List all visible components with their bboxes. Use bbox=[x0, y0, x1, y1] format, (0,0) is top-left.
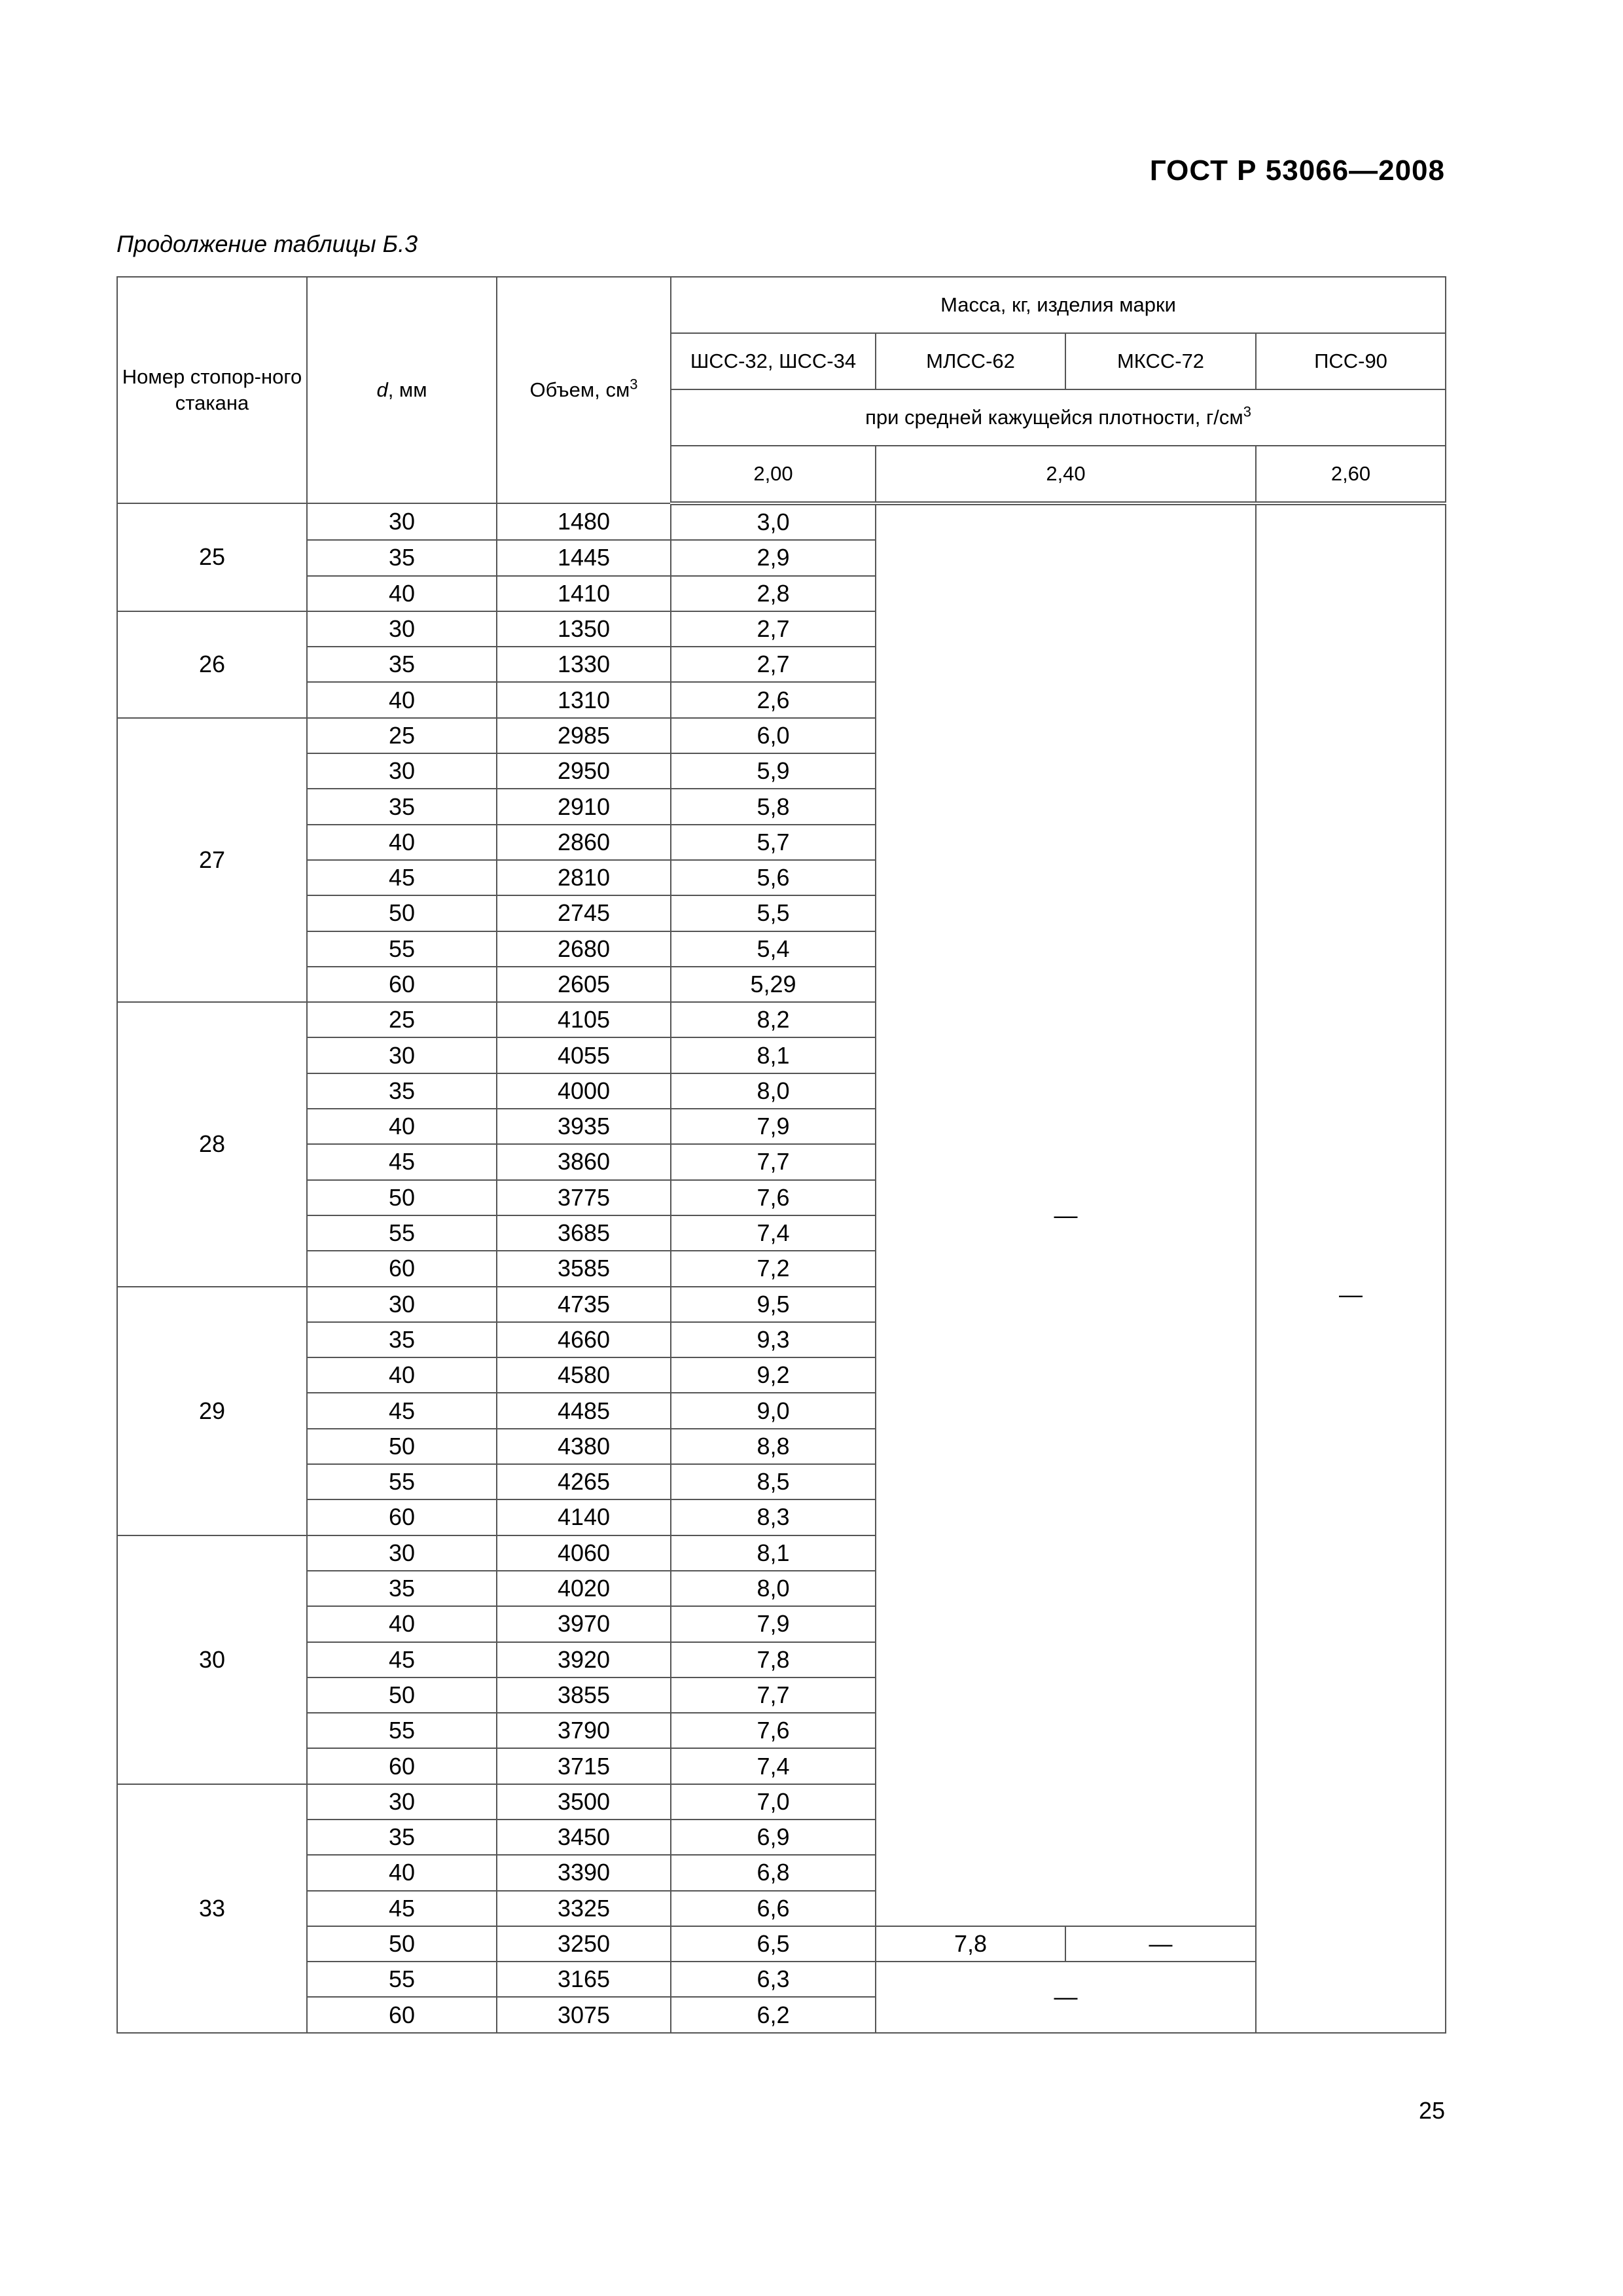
header-grade-mlss: МЛСС-62 bbox=[876, 333, 1065, 389]
volume-cell: 1310 bbox=[497, 682, 671, 717]
mass-shss-cell: 7,2 bbox=[671, 1251, 876, 1286]
d-cell: 55 bbox=[307, 1464, 497, 1499]
mass-shss-cell: 9,5 bbox=[671, 1287, 876, 1322]
volume-cell: 3390 bbox=[497, 1855, 671, 1890]
mass-shss-cell: 7,0 bbox=[671, 1784, 876, 1820]
volume-cell: 3920 bbox=[497, 1642, 671, 1677]
mass-shss-cell: 6,8 bbox=[671, 1855, 876, 1890]
header-volume: Объем, $см^3$ bbox=[497, 277, 671, 503]
mass-shss-cell: 7,4 bbox=[671, 1748, 876, 1784]
d-cell: 35 bbox=[307, 1322, 497, 1357]
d-cell: 50 bbox=[307, 1677, 497, 1713]
d-cell: 45 bbox=[307, 1891, 497, 1926]
volume-cell: 3775 bbox=[497, 1180, 671, 1215]
volume-cell: 3855 bbox=[497, 1677, 671, 1713]
mass-shss-cell: 7,6 bbox=[671, 1713, 876, 1748]
d-cell: 35 bbox=[307, 647, 497, 682]
volume-cell: 3715 bbox=[497, 1748, 671, 1784]
mass-shss-cell: 7,7 bbox=[671, 1144, 876, 1179]
d-cell: 45 bbox=[307, 1642, 497, 1677]
volume-cell: 4055 bbox=[497, 1037, 671, 1073]
volume-cell: 4380 bbox=[497, 1429, 671, 1464]
d-cell: 30 bbox=[307, 611, 497, 647]
data-table bbox=[116, 276, 1446, 2034]
volume-cell: 3165 bbox=[497, 1962, 671, 1997]
stopper-number-cell: 27 bbox=[117, 718, 307, 1002]
mass-mkss-cell: — bbox=[1065, 1926, 1256, 1962]
header-grade-pss: ПСС-90 bbox=[1256, 333, 1446, 389]
volume-cell: 4140 bbox=[497, 1499, 671, 1535]
mass-shss-cell: 6,6 bbox=[671, 1891, 876, 1926]
header-d: d, мм bbox=[307, 277, 497, 503]
table-caption: Продолжение таблицы Б.3 bbox=[116, 230, 418, 257]
stopper-number-cell: 30 bbox=[117, 1535, 307, 1784]
volume-cell: 1445 bbox=[497, 540, 671, 575]
volume-cell: 3860 bbox=[497, 1144, 671, 1179]
d-cell: 50 bbox=[307, 1926, 497, 1962]
volume-cell: 3790 bbox=[497, 1713, 671, 1748]
d-cell: 35 bbox=[307, 540, 497, 575]
mass-shss-cell: 6,5 bbox=[671, 1926, 876, 1962]
d-cell: 35 bbox=[307, 1820, 497, 1855]
stopper-number-cell: 33 bbox=[117, 1784, 307, 2033]
volume-cell: 3685 bbox=[497, 1215, 671, 1251]
d-cell: 40 bbox=[307, 1357, 497, 1393]
volume-cell: 2985 bbox=[497, 718, 671, 753]
mass-shss-cell: 5,9 bbox=[671, 753, 876, 789]
d-cell: 60 bbox=[307, 1997, 497, 2032]
mass-shss-cell: 7,8 bbox=[671, 1642, 876, 1677]
d-cell: 40 bbox=[307, 825, 497, 860]
mass-shss-cell: 8,1 bbox=[671, 1037, 876, 1073]
volume-cell: 4000 bbox=[497, 1073, 671, 1109]
d-cell: 40 bbox=[307, 682, 497, 717]
mass-shss-cell: 5,6 bbox=[671, 860, 876, 895]
mass-shss-cell: 8,5 bbox=[671, 1464, 876, 1499]
mass-shss-cell: 6,9 bbox=[671, 1820, 876, 1855]
volume-cell: 4265 bbox=[497, 1464, 671, 1499]
table-body bbox=[117, 503, 1446, 2033]
mass-shss-cell: 6,3 bbox=[671, 1962, 876, 1997]
mass-shss-cell: 6,2 bbox=[671, 1997, 876, 2032]
mass-shss-cell: 5,29 bbox=[671, 967, 876, 1002]
volume-cell: 1480 bbox=[497, 503, 671, 540]
mass-shss-cell: 7,7 bbox=[671, 1677, 876, 1713]
header-density-260: 2,60 bbox=[1256, 446, 1446, 503]
mass-shss-cell: 7,9 bbox=[671, 1109, 876, 1144]
d-cell: 50 bbox=[307, 1429, 497, 1464]
volume-cell: 2950 bbox=[497, 753, 671, 789]
mass-shss-cell: 7,9 bbox=[671, 1606, 876, 1641]
d-cell: 55 bbox=[307, 1962, 497, 1997]
table-row bbox=[117, 503, 1446, 540]
header-grade-shss: ШСС-32, ШСС-34 bbox=[671, 333, 876, 389]
volume-cell: 4580 bbox=[497, 1357, 671, 1393]
stopper-number-cell: 26 bbox=[117, 611, 307, 718]
d-cell: 25 bbox=[307, 718, 497, 753]
d-cell: 50 bbox=[307, 895, 497, 931]
header-density-label: при средней кажущейся плотности, $г/см^3$ bbox=[671, 389, 1446, 446]
mass-shss-cell: 8,3 bbox=[671, 1499, 876, 1535]
volume-cell: 3250 bbox=[497, 1926, 671, 1962]
header-stopper-number: Номер стопор-ного стакана bbox=[117, 277, 307, 503]
volume-cell: 1350 bbox=[497, 611, 671, 647]
d-cell: 30 bbox=[307, 753, 497, 789]
volume-cell: 2810 bbox=[497, 860, 671, 895]
d-cell: 60 bbox=[307, 1251, 497, 1286]
d-cell: 35 bbox=[307, 1073, 497, 1109]
volume-cell: 3585 bbox=[497, 1251, 671, 1286]
d-cell: 30 bbox=[307, 503, 497, 540]
mass-shss-cell: 9,0 bbox=[671, 1393, 876, 1428]
volume-cell: 2745 bbox=[497, 895, 671, 931]
header-density-200: 2,00 bbox=[671, 446, 876, 503]
mass-shss-cell: 2,9 bbox=[671, 540, 876, 575]
mass-shss-cell: 9,3 bbox=[671, 1322, 876, 1357]
d-cell: 40 bbox=[307, 1109, 497, 1144]
mass-shss-cell: 8,0 bbox=[671, 1073, 876, 1109]
d-cell: 35 bbox=[307, 1571, 497, 1606]
mass-mlss-cell: 7,8 bbox=[876, 1926, 1065, 1962]
volume-cell: 2860 bbox=[497, 825, 671, 860]
mass-shss-cell: 7,6 bbox=[671, 1180, 876, 1215]
volume-cell: 4735 bbox=[497, 1287, 671, 1322]
d-cell: 30 bbox=[307, 1287, 497, 1322]
stopper-number-cell: 29 bbox=[117, 1287, 307, 1535]
volume-cell: 3325 bbox=[497, 1891, 671, 1926]
table-row bbox=[117, 1926, 1446, 1962]
volume-cell: 4060 bbox=[497, 1535, 671, 1571]
d-cell: 30 bbox=[307, 1535, 497, 1571]
d-cell: 50 bbox=[307, 1180, 497, 1215]
d-cell: 25 bbox=[307, 1002, 497, 1037]
page-number: 25 bbox=[1418, 2097, 1445, 2124]
d-cell: 30 bbox=[307, 1784, 497, 1820]
volume-cell: 3500 bbox=[497, 1784, 671, 1820]
mass-shss-cell: 2,7 bbox=[671, 611, 876, 647]
d-cell: 35 bbox=[307, 789, 497, 824]
document-code: ГОСТ Р 53066—2008 bbox=[1149, 154, 1445, 187]
d-cell: 60 bbox=[307, 1748, 497, 1784]
table-row bbox=[117, 1962, 1446, 1997]
volume-cell: 2605 bbox=[497, 967, 671, 1002]
volume-cell: 4660 bbox=[497, 1322, 671, 1357]
volume-cell: 3935 bbox=[497, 1109, 671, 1144]
d-cell: 55 bbox=[307, 931, 497, 967]
mass-shss-cell: 2,6 bbox=[671, 682, 876, 717]
mass-shss-cell: 9,2 bbox=[671, 1357, 876, 1393]
stopper-number-cell: 25 bbox=[117, 503, 307, 611]
d-cell: 45 bbox=[307, 1144, 497, 1179]
header-grade-mkss: МКСС-72 bbox=[1065, 333, 1256, 389]
d-cell: 40 bbox=[307, 576, 497, 611]
d-cell: 55 bbox=[307, 1215, 497, 1251]
mass-shss-cell: 8,2 bbox=[671, 1002, 876, 1037]
mass-shss-cell: 8,1 bbox=[671, 1535, 876, 1571]
d-cell: 45 bbox=[307, 860, 497, 895]
mlss-mkss-dash-cell: — bbox=[876, 503, 1256, 1926]
stopper-number-cell: 28 bbox=[117, 1002, 307, 1286]
header-mass-group: Масса, кг, изделия марки bbox=[671, 277, 1446, 333]
mass-shss-cell: 8,8 bbox=[671, 1429, 876, 1464]
volume-cell: 4485 bbox=[497, 1393, 671, 1428]
mass-shss-cell: 2,7 bbox=[671, 647, 876, 682]
pss-dash-cell: — bbox=[1256, 503, 1446, 2033]
header-density-240: 2,40 bbox=[876, 446, 1256, 503]
volume-cell: 3450 bbox=[497, 1820, 671, 1855]
mass-shss-cell: 6,0 bbox=[671, 718, 876, 753]
volume-cell: 4105 bbox=[497, 1002, 671, 1037]
mass-shss-cell: 7,4 bbox=[671, 1215, 876, 1251]
volume-cell: 3970 bbox=[497, 1606, 671, 1641]
d-cell: 45 bbox=[307, 1393, 497, 1428]
mass-shss-cell: 5,7 bbox=[671, 825, 876, 860]
d-cell: 30 bbox=[307, 1037, 497, 1073]
mass-shss-cell: 5,4 bbox=[671, 931, 876, 967]
volume-cell: 1330 bbox=[497, 647, 671, 682]
d-cell: 60 bbox=[307, 1499, 497, 1535]
volume-cell: 1410 bbox=[497, 576, 671, 611]
mass-shss-cell: 8,0 bbox=[671, 1571, 876, 1606]
mlss-mkss-dash-cell-bottom: — bbox=[876, 1962, 1256, 2033]
mass-shss-cell: 5,5 bbox=[671, 895, 876, 931]
volume-cell: 2910 bbox=[497, 789, 671, 824]
d-cell: 40 bbox=[307, 1855, 497, 1890]
volume-cell: 2680 bbox=[497, 931, 671, 967]
volume-cell: 4020 bbox=[497, 1571, 671, 1606]
mass-shss-cell: 2,8 bbox=[671, 576, 876, 611]
d-cell: 60 bbox=[307, 967, 497, 1002]
mass-shss-cell: 3,0 bbox=[671, 503, 876, 540]
mass-shss-cell: 5,8 bbox=[671, 789, 876, 824]
d-cell: 40 bbox=[307, 1606, 497, 1641]
d-cell: 55 bbox=[307, 1713, 497, 1748]
volume-cell: 3075 bbox=[497, 1997, 671, 2032]
